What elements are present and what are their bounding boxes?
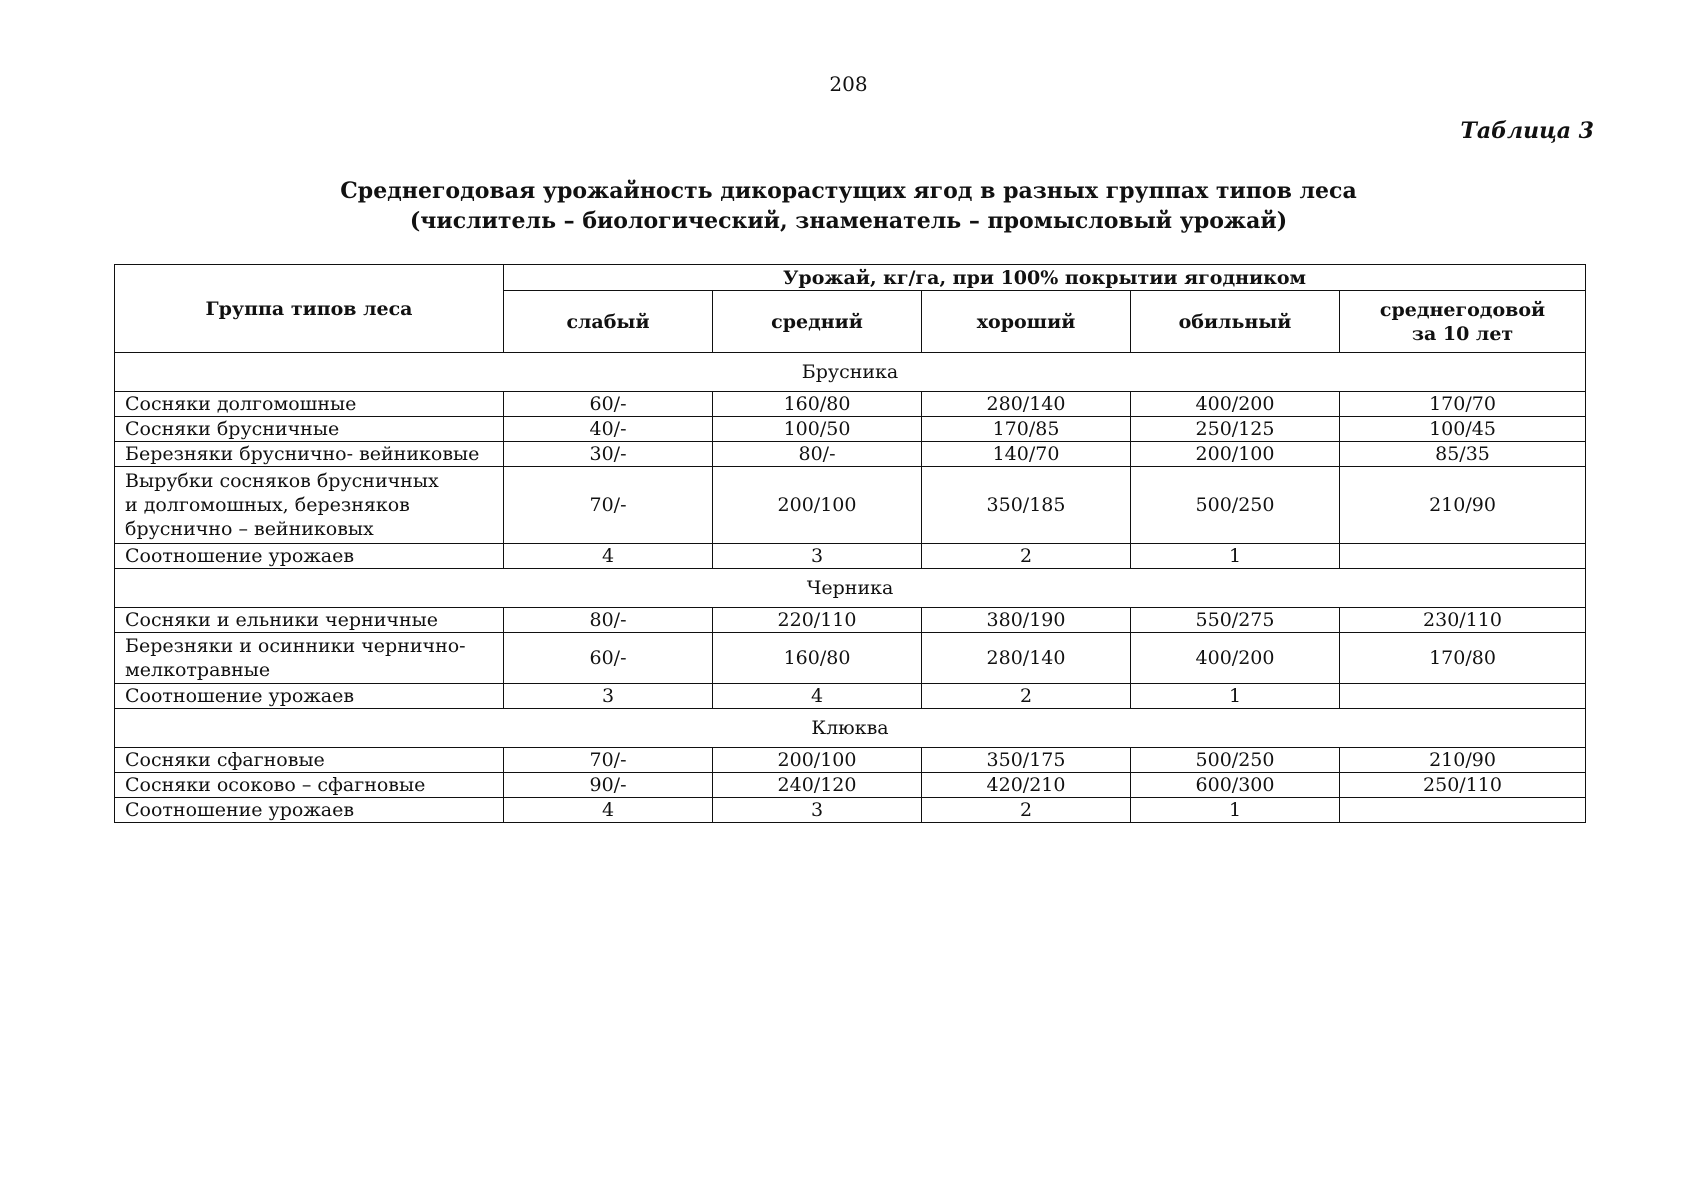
table-row bbox=[115, 684, 1586, 709]
table-body bbox=[115, 353, 1586, 823]
table-row bbox=[115, 392, 1586, 417]
forest-group-cell bbox=[115, 773, 504, 798]
section-heading: Клюква bbox=[115, 709, 1586, 748]
abundant-cell: 400/200 bbox=[1131, 633, 1340, 684]
forest-group-cell bbox=[115, 633, 504, 684]
table-row bbox=[115, 773, 1586, 798]
good-cell: 350/185 bbox=[922, 467, 1131, 544]
average-cell: 250/110 bbox=[1340, 773, 1586, 798]
header-good: хороший bbox=[922, 291, 1131, 353]
forest-group-label-line: Сосняки сфагновые bbox=[125, 749, 325, 771]
medium-cell: 100/50 bbox=[713, 417, 922, 442]
medium-cell: 160/80 bbox=[713, 633, 922, 684]
average-cell bbox=[1340, 544, 1586, 569]
good-cell: 2 bbox=[922, 684, 1131, 709]
abundant-cell: 550/275 bbox=[1131, 608, 1340, 633]
weak-cell: 40/- bbox=[504, 417, 713, 442]
average-cell: 210/90 bbox=[1340, 467, 1586, 544]
abundant-cell: 250/125 bbox=[1131, 417, 1340, 442]
header-average-10-years bbox=[1340, 291, 1586, 353]
weak-cell: 80/- bbox=[504, 608, 713, 633]
average-cell: 210/90 bbox=[1340, 748, 1586, 773]
header-weak: слабый bbox=[504, 291, 713, 353]
forest-group-cell bbox=[115, 798, 504, 823]
header-yield-span: Урожай, кг/га, при 100% покрытии ягодником bbox=[504, 265, 1586, 291]
table-row bbox=[115, 633, 1586, 684]
weak-cell: 60/- bbox=[504, 633, 713, 684]
medium-cell: 3 bbox=[713, 544, 922, 569]
table-row bbox=[115, 608, 1586, 633]
abundant-cell: 1 bbox=[1131, 544, 1340, 569]
section-heading: Брусника bbox=[115, 353, 1586, 392]
forest-group-label-line: Сосняки осоково – сфагновые bbox=[125, 774, 426, 796]
section-row bbox=[115, 353, 1586, 392]
forest-group-cell bbox=[115, 392, 504, 417]
forest-group-label-line: Сосняки долгомошные bbox=[125, 393, 357, 415]
table-row bbox=[115, 442, 1586, 467]
table-row bbox=[115, 544, 1586, 569]
forest-group-cell bbox=[115, 467, 504, 544]
section-row bbox=[115, 709, 1586, 748]
good-cell: 420/210 bbox=[922, 773, 1131, 798]
medium-cell: 80/- bbox=[713, 442, 922, 467]
forest-group-label-line: Березняки и осинники чернично- bbox=[125, 635, 466, 657]
forest-group-cell bbox=[115, 608, 504, 633]
forest-group-label-line: мелкотравные bbox=[125, 659, 271, 681]
title-line-1: Среднегодовая урожайность дикорастущих ягод в разных группах типов леса bbox=[340, 178, 1357, 204]
weak-cell: 90/- bbox=[504, 773, 713, 798]
forest-group-cell bbox=[115, 544, 504, 569]
forest-group-cell bbox=[115, 442, 504, 467]
forest-group-label-line: Соотношение урожаев bbox=[125, 799, 355, 821]
medium-cell: 160/80 bbox=[713, 392, 922, 417]
good-cell: 2 bbox=[922, 798, 1131, 823]
yield-table bbox=[114, 264, 1586, 823]
good-cell: 2 bbox=[922, 544, 1131, 569]
medium-cell: 4 bbox=[713, 684, 922, 709]
average-cell: 230/110 bbox=[1340, 608, 1586, 633]
good-cell: 140/70 bbox=[922, 442, 1131, 467]
weak-cell: 3 bbox=[504, 684, 713, 709]
weak-cell: 30/- bbox=[504, 442, 713, 467]
abundant-cell: 600/300 bbox=[1131, 773, 1340, 798]
forest-group-cell bbox=[115, 748, 504, 773]
good-cell: 380/190 bbox=[922, 608, 1131, 633]
header-abundant: обильный bbox=[1131, 291, 1340, 353]
weak-cell: 70/- bbox=[504, 748, 713, 773]
header-forest-group: Группа типов леса bbox=[115, 265, 504, 353]
title-line-2: (числитель – биологический, знаменатель – промысловый урожай) bbox=[409, 208, 1288, 234]
table-row bbox=[115, 417, 1586, 442]
abundant-cell: 400/200 bbox=[1131, 392, 1340, 417]
header-average-line-2: за 10 лет bbox=[1411, 322, 1514, 345]
good-cell: 170/85 bbox=[922, 417, 1131, 442]
forest-group-label-line: Березняки бруснично- вейниковые bbox=[125, 443, 480, 465]
abundant-cell: 1 bbox=[1131, 684, 1340, 709]
forest-group-label-line: и долгомошных, березняков bbox=[125, 494, 410, 516]
weak-cell: 70/- bbox=[504, 467, 713, 544]
abundant-cell: 500/250 bbox=[1131, 467, 1340, 544]
forest-group-label-line: Вырубки сосняков брусничных bbox=[125, 470, 439, 492]
medium-cell: 200/100 bbox=[713, 748, 922, 773]
forest-group-label-line: Соотношение урожаев bbox=[125, 545, 355, 567]
forest-group-cell bbox=[115, 684, 504, 709]
medium-cell: 200/100 bbox=[713, 467, 922, 544]
header-average-line-1: среднегодовой bbox=[1379, 298, 1546, 321]
weak-cell: 4 bbox=[504, 798, 713, 823]
section-row bbox=[115, 569, 1586, 608]
good-cell: 350/175 bbox=[922, 748, 1131, 773]
abundant-cell: 200/100 bbox=[1131, 442, 1340, 467]
average-cell bbox=[1340, 684, 1586, 709]
good-cell: 280/140 bbox=[922, 633, 1131, 684]
table-header bbox=[115, 265, 1586, 353]
average-cell: 170/80 bbox=[1340, 633, 1586, 684]
table-label: Таблица 3 bbox=[1460, 118, 1594, 144]
header-medium: средний bbox=[713, 291, 922, 353]
table-row bbox=[115, 748, 1586, 773]
average-cell bbox=[1340, 798, 1586, 823]
good-cell: 280/140 bbox=[922, 392, 1131, 417]
medium-cell: 240/120 bbox=[713, 773, 922, 798]
medium-cell: 3 bbox=[713, 798, 922, 823]
forest-group-label-line: Сосняки брусничные bbox=[125, 418, 340, 440]
section-heading: Черника bbox=[115, 569, 1586, 608]
abundant-cell: 1 bbox=[1131, 798, 1340, 823]
average-cell: 170/70 bbox=[1340, 392, 1586, 417]
forest-group-label-line: Соотношение урожаев bbox=[125, 685, 355, 707]
average-cell: 85/35 bbox=[1340, 442, 1586, 467]
average-cell: 100/45 bbox=[1340, 417, 1586, 442]
table-row bbox=[115, 798, 1586, 823]
abundant-cell: 500/250 bbox=[1131, 748, 1340, 773]
weak-cell: 4 bbox=[504, 544, 713, 569]
forest-group-label-line: бруснично – вейниковых bbox=[125, 518, 374, 540]
weak-cell: 60/- bbox=[504, 392, 713, 417]
table-title bbox=[0, 176, 1697, 236]
forest-group-label-line: Сосняки и ельники черничные bbox=[125, 609, 438, 631]
medium-cell: 220/110 bbox=[713, 608, 922, 633]
forest-group-cell bbox=[115, 417, 504, 442]
table-row bbox=[115, 467, 1586, 544]
page-number: 208 bbox=[829, 72, 868, 96]
